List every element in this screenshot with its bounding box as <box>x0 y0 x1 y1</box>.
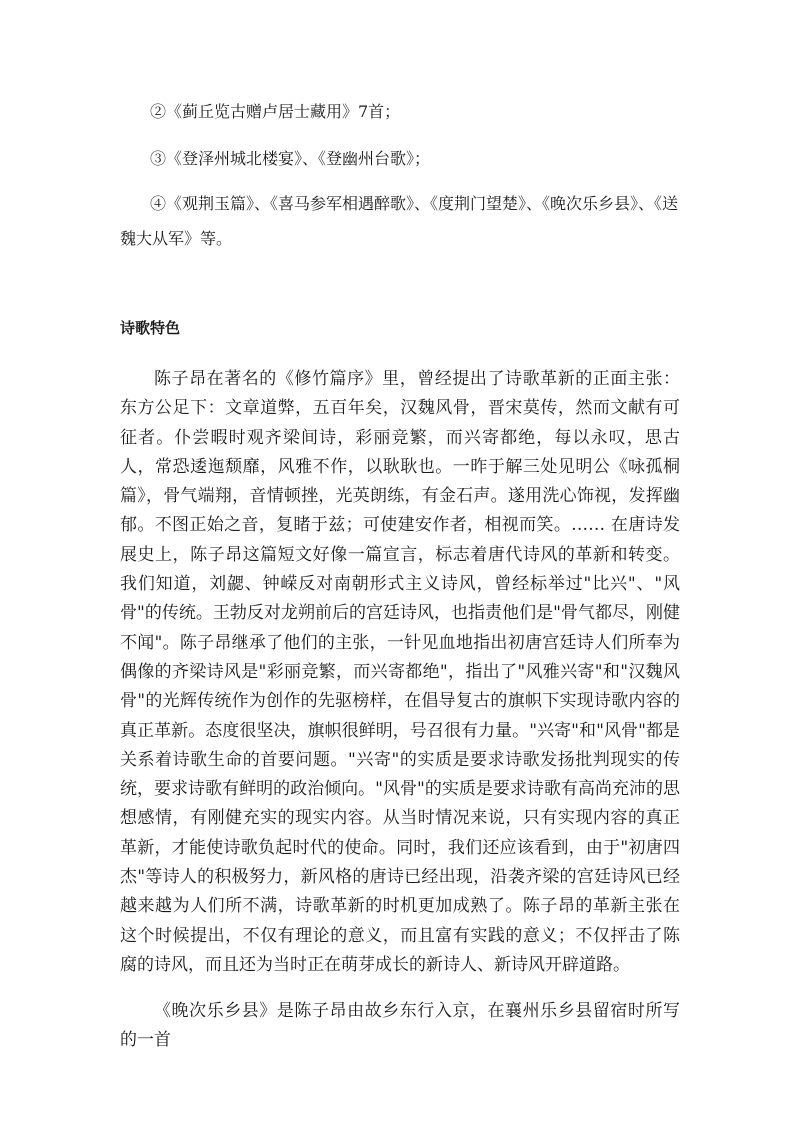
works-list-item-2: ②《蓟丘览古赠卢居士藏用》7首； <box>150 102 401 121</box>
works-list-item-4: ④《观荆玉篇》、《喜马参军相遇醉歌》、《度荆门望楚》、《晚次乐乡县》、《送魏大从军》等。 <box>120 194 679 248</box>
body-paragraph-2: 《晚次乐乡县》是陈子昂由故乡东行入京，在襄州乐乡县留宿时所写的一首 <box>120 1001 680 1051</box>
section-heading: 诗歌特色 <box>120 319 181 337</box>
works-list-item-3: ③《登泽州城北楼宴》、《登幽州台歌》； <box>150 149 431 168</box>
body-paragraph-1: 陈子昂在著名的《修竹篇序》里，曾经提出了诗歌革新的正面主张：东方公足下：文章道弊，五百年矣，汉魏风骨，晋宋莫传，然而文献有可征者。仆尝暇时观齐梁间诗，彩丽竞繁，而兴寄都绝，每以永叹，思古人，常恐逶迤颓靡，风雅不作，以耿耿也。一昨于解三处见明公《咏孤桐篇》，骨气端翔，音情顿挫，光英朗练，有金石声。遂用洗心饰视，发挥幽郁。不图正始之音，复睹于兹；可使建安作者，相视而笑。…… 在唐诗发展史上，陈子昂这篇短文好像一篇宣言，标志着唐代诗风的革新和转变。我们知道，刘勰、钟嵘反对南朝形式主义诗风，曾经标举过"比兴"、"风骨"的传统。王勃反对龙朔前后的宫廷诗风，也指责他们是"骨气都尽，刚健不闻"。陈子昂继承了他们的主张，一针见血地指出初唐宫廷诗人们所奉为偶像的齐梁诗风是"彩丽竞繁，而兴寄都绝"，指出了"风雅兴寄"和"汉魏风骨"的光辉传统作为创作的先驱榜样，在倡导复古的旗帜下实现诗歌内容的真正革新。态度很坚决，旗帜很鲜明，号召很有力量。"兴寄"和"风骨"都是关系着诗歌生命的首要问题。"兴寄"的实质是要求诗歌发扬批判现实的传统，要求诗歌有鲜明的政治倾向。"风骨"的实质是要求诗歌有高尚充沛的思想感情，有刚健充实的现实内容。从当时情况来说，只有实现内容的真正革新，才能使诗歌负起时代的使命。同时，我们还应该看到，由于"初唐四杰"等诗人的积极努力，新风格的唐诗已经出现，沿袭齐梁的宫廷诗风已经越来越为人们所不满，诗歌革新的时机更加成熟了。陈子昂的革新主张在这个时候提出，不仅有理论的意义，而且富有实践的意义；不仅抨击了陈腐的诗风，而且还为当时正在萌芽成长的新诗人、新诗风开辟道路。 <box>120 369 680 975</box>
